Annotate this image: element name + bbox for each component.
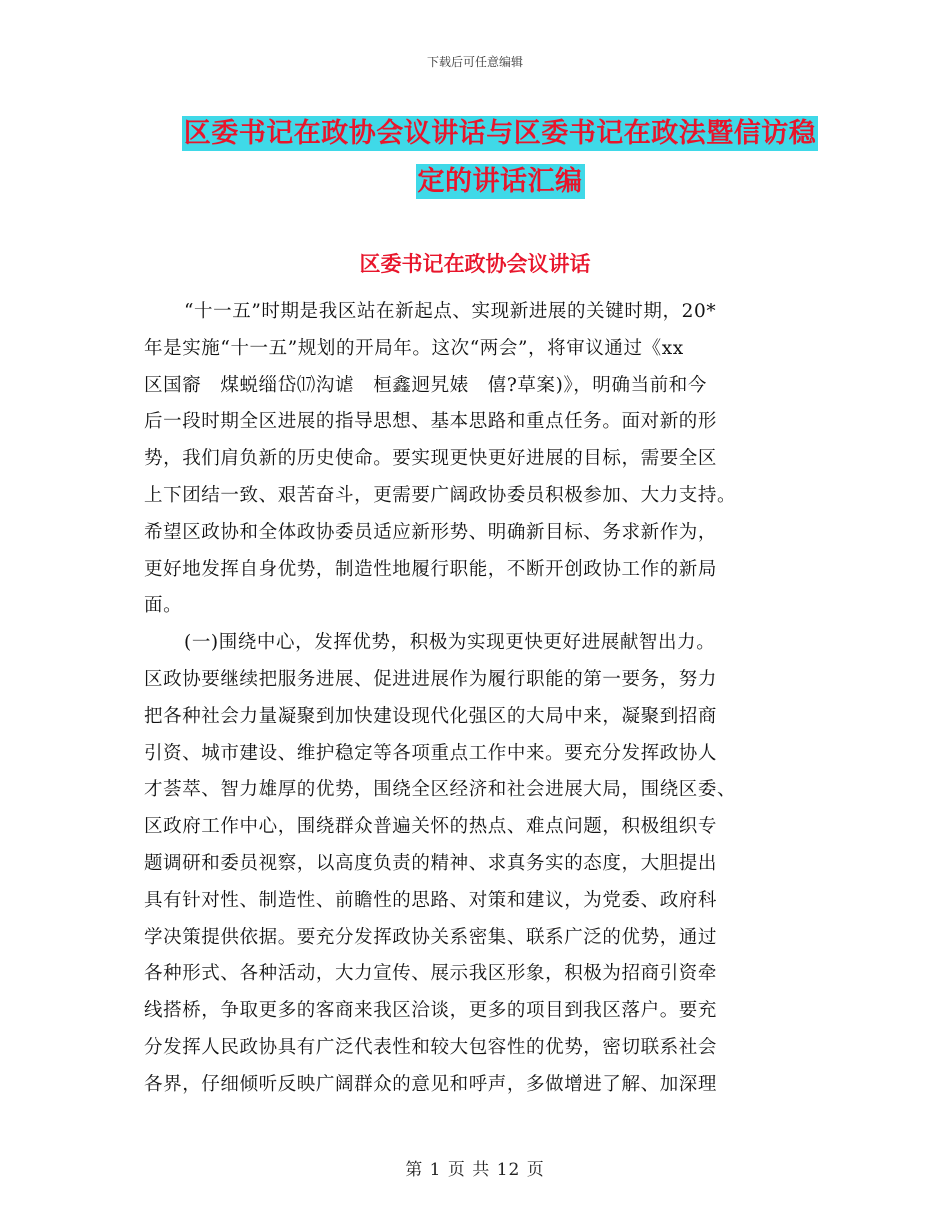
body-line: 才荟萃、智力雄厚的优势，围绕全区经济和社会进展大局，围绕区委、 (144, 779, 737, 801)
body-line: 面。 (144, 595, 183, 617)
body-line: 把各种社会力量凝聚到加快建设现代化强区的大局中来，凝聚到招商 (144, 705, 718, 727)
body-line: 区政府工作中心，围绕群众普遍关怀的热点、难点问题，积极组织专 (144, 816, 718, 838)
body-line: 希望区政协和全体政协委员适应新形势、明确新目标、务求新作为， (144, 521, 718, 543)
body-line: 上下团结一致、艰苦奋斗，更需要广阔政协委员积极参加、大力支持。 (144, 484, 737, 506)
body-line: 具有针对性、制造性、前瞻性的思路、对策和建议，为党委、政府科 (144, 889, 718, 911)
body-line: “十一五”时期是我区站在新起点、实现新进展的关键时期，20* (184, 301, 717, 322)
page-footer: 第 1 页 共 12 页 (405, 1160, 545, 1180)
document-title (180, 110, 820, 206)
document-title-line-2 (180, 158, 820, 206)
body-line: 线搭桥，争取更多的客商来我区洽谈，更多的项目到我区落户。要充 (144, 1000, 718, 1022)
section-heading: 区委书记在政协会议讲话 (359, 252, 591, 276)
body-line: 区政协要继续把服务进展、促进进展作为履行职能的第一要务，努力 (144, 668, 718, 690)
title-line-1-text: 区委书记在政协会议讲话与区委书记在政法暨信访稳 (183, 118, 817, 149)
body-line: 年是实施“十一五”规划的开局年。这次“两会”，将审议通过《xx (144, 337, 684, 359)
body-line: 学决策提供依据。要充分发挥政协关系密集、联系广泛的优势，通过 (144, 926, 718, 948)
body-line: 后一段时期全区进展的指导思想、基本思路和重点任务。面对新的形 (144, 411, 718, 433)
body-line: 各界，仔细倾听反映广阔群众的意见和呼声，多做增进了解、加深理 (144, 1073, 718, 1095)
body-line: 分发挥人民政协具有广泛代表性和较大包容性的优势，密切联系社会 (144, 1036, 718, 1058)
title-line-2-text: 定的讲话汇编 (417, 166, 583, 197)
body-line: (一)围绕中心，发挥优势，积极为实现更快更好进展献智出力。 (184, 632, 716, 654)
body-line: 区国窬 煤蜕缁岱⒄沟谑 桓鑫迥旯婊 僖?草案)》，明确当前和今 (144, 374, 707, 396)
page-header-note: 下载后可任意编辑 (426, 55, 523, 69)
body-line: 引资、城市建设、维护稳定等各项重点工作中来。要充分发挥政协人 (144, 742, 718, 764)
body-line: 更好地发挥自身优势，制造性地履行职能，不断开创政协工作的新局 (144, 558, 718, 580)
body-line: 势，我们肩负新的历史使命。要实现更快更好进展的目标，需要全区 (144, 448, 718, 470)
body-line: 各种形式、各种活动，大力宣传、展示我区形象，积极为招商引资牵 (144, 963, 718, 985)
document-title-line-1 (180, 110, 820, 158)
body-line: 题调研和委员视察，以高度负责的精神、求真务实的态度，大胆提出 (144, 852, 718, 874)
body-text (144, 294, 812, 1104)
